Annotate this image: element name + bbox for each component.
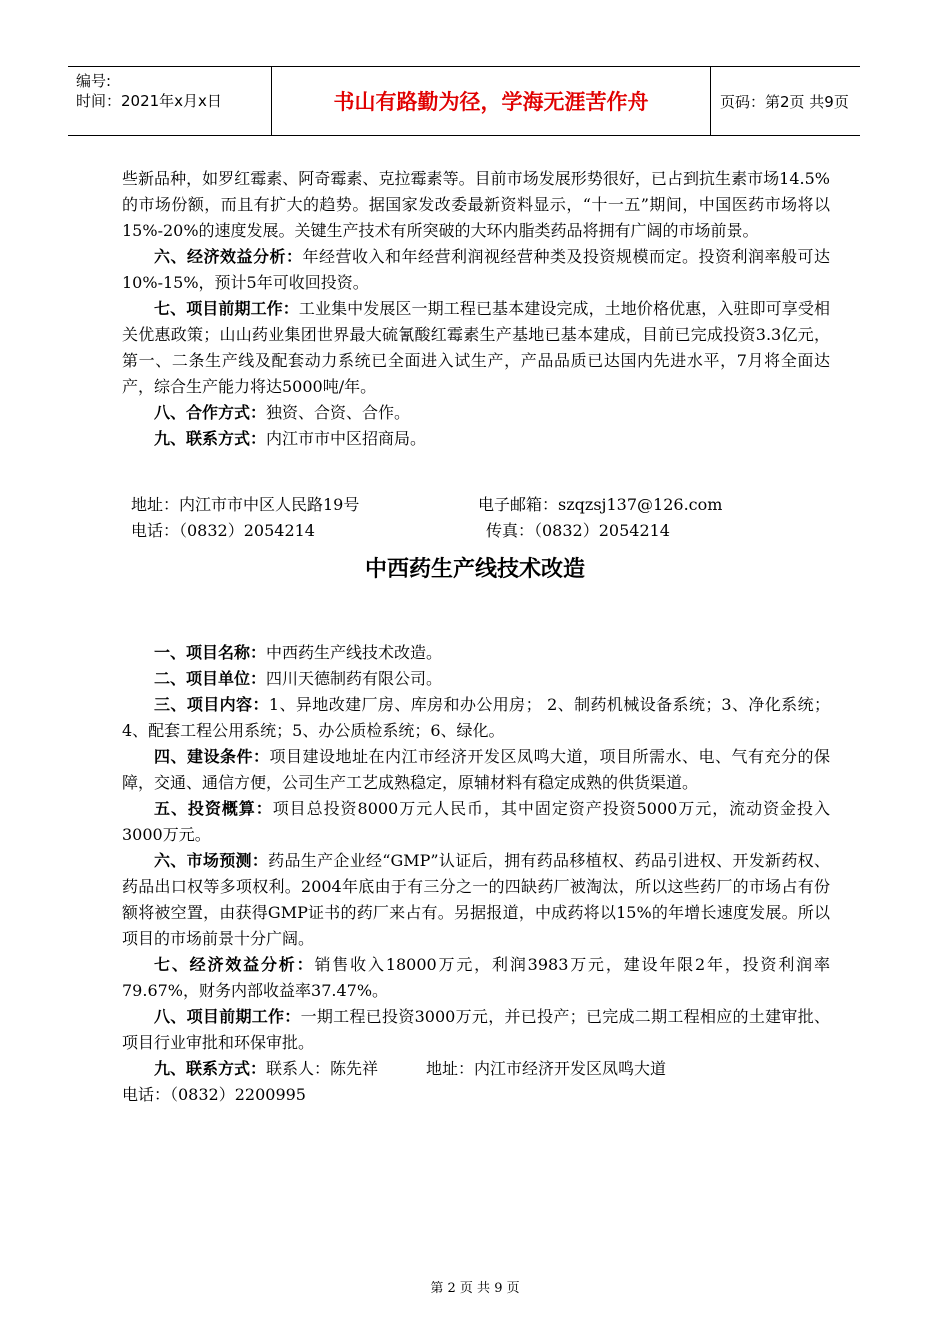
document-number-label: 编号: (76, 72, 112, 90)
investment-heading: 五、投资概算： (154, 799, 273, 818)
benefit-text: 年经营收入和年经营利润视经营种类及投资规模而定。投资利润率般可达10%-15%，预计5年可收回投资。 (122, 247, 830, 292)
contact-heading: 九、联系方式： (154, 429, 267, 448)
contact2-heading: 九、联系方式： (154, 1059, 267, 1078)
investment-text: 项目总投资8000万元人民币，其中固定资产投资5000万元，流动资金投入3000万元。 (122, 799, 830, 844)
contact-paragraph (122, 426, 830, 452)
header-meta (76, 71, 271, 131)
header-divider (710, 67, 711, 135)
market-forecast-heading: 六、市场预测： (154, 851, 269, 870)
contact-email: 电子邮箱：szqzsj137@126.com (478, 495, 723, 514)
prework-paragraph (122, 296, 830, 400)
prework2-paragraph (122, 1004, 830, 1056)
header-page-number: 页码：第2页 共9页 (720, 92, 849, 111)
cooperation-heading: 八、合作方式： (154, 403, 267, 422)
construction-text: 项目建设地址在内江市经济开发区凤鸣大道，项目所需水、电、气有充分的保障，交通、通信方便，公司生产工艺成熟稳定，原辅材料有稳定成熟的供货渠道。 (122, 747, 830, 792)
cooperation-text: 独资、合资、合作。 (266, 403, 411, 422)
contact-text: 内江市市中区招商局。 (266, 429, 427, 448)
contact-fax: 传真：（0832）2054214 (486, 521, 670, 540)
construction-heading: 四、建设条件： (154, 747, 270, 766)
project-unit-paragraph (122, 666, 830, 692)
market-forecast-text: 药品生产企业经“GMP”认证后，拥有药品移植权、药品引进权、开发新药权、药品出口权等多项权利。2004年底由于有三分之一的四缺药厂被淘汰，所以这些药厂的市场占有份额将被空置，由获得GMP证书的药厂来占有。另据报道，中成药将以15%的年增长速度发展。所以项目的市场前景十分广阔。 (122, 851, 830, 948)
contact2-paragraph (122, 1056, 830, 1082)
contact-address: 地址：内江市市中区人民路19号 (131, 495, 360, 514)
investment-paragraph (122, 796, 830, 848)
project-unit-text: 四川天德制药有限公司。 (266, 669, 443, 688)
project-content-heading: 三、项目内容： (154, 695, 269, 714)
project-name-paragraph (122, 640, 830, 666)
section1-body (122, 166, 830, 452)
economic-benefit-paragraph (122, 952, 830, 1004)
header-slogan: 书山有路勤为径，学海无涯苦作舟 (333, 90, 649, 114)
economic-benefit-text: 销售收入18000万元，利润3983万元，建设年限2年，投资利润率79.67%，财务内部收益率37.47%。 (122, 955, 830, 1000)
document-time-label: 时间：2021年x月x日 (76, 92, 222, 110)
construction-paragraph (122, 744, 830, 796)
page-header (68, 66, 860, 136)
contact2-phone: 电话：（0832）2200995 (122, 1085, 306, 1104)
page-footer: 第 2 页 共 9 页 (430, 1281, 520, 1296)
benefit-paragraph (122, 244, 830, 296)
market-paragraph: 些新品种，如罗红霉素、阿奇霉素、克拉霉素等。目前市场发展形势很好，已占到抗生素市场14.5%的市场份额，而且有扩大的趋势。据国家发改委最新资料显示，“十一五”期间，中国医药市场将以15%-20%的速度发展。关键生产技术有所突破的大环内脂类药品将拥有广阔的市场前景。 (122, 169, 830, 240)
benefit-heading: 六、经济效益分析： (154, 247, 303, 266)
project-content-paragraph (122, 692, 830, 744)
cooperation-paragraph (122, 400, 830, 426)
project-content-text: 1、异地改建厂房、库房和办公用房； 2、制药机械设备系统；3、净化系统；4、配套工程公用系统；5、办公质检系统；6、绿化。 (122, 695, 830, 740)
project-unit-heading: 二、项目单位： (154, 669, 267, 688)
market-forecast-paragraph (122, 848, 830, 952)
contact-phone: 电话：（0832）2054214 (131, 521, 315, 540)
prework2-heading: 八、项目前期工作： (154, 1007, 301, 1026)
prework-heading: 七、项目前期工作： (154, 299, 299, 318)
section2-title: 中西药生产线技术改造 (364, 557, 585, 582)
section2-body (122, 640, 830, 1108)
prework-text: 工业集中发展区一期工程已基本建设完成，土地价格优惠，入驻即可享受相关优惠政策；山山药业集团世界最大硫氰酸红霉素生产基地已基本建成，目前已完成投资3.3亿元，第一、二条生产线及配套动力系统已全面进入试生产，产品品质已达国内先进水平，7月将全面达产，综合生产能力将达5000吨/年。 (122, 299, 830, 396)
project-name-heading: 一、项目名称： (154, 643, 267, 662)
contact2-text: 联系人：陈先祥 地址：内江市经济开发区凤鸣大道 (266, 1059, 667, 1078)
economic-benefit-heading: 七、经济效益分析： (154, 955, 315, 974)
project-name-text: 中西药生产线技术改造。 (266, 643, 443, 662)
prework2-text: 一期工程已投资3000万元，并已投产；已完成二期工程相应的土建审批、项目行业审批和环保审批。 (122, 1007, 830, 1052)
